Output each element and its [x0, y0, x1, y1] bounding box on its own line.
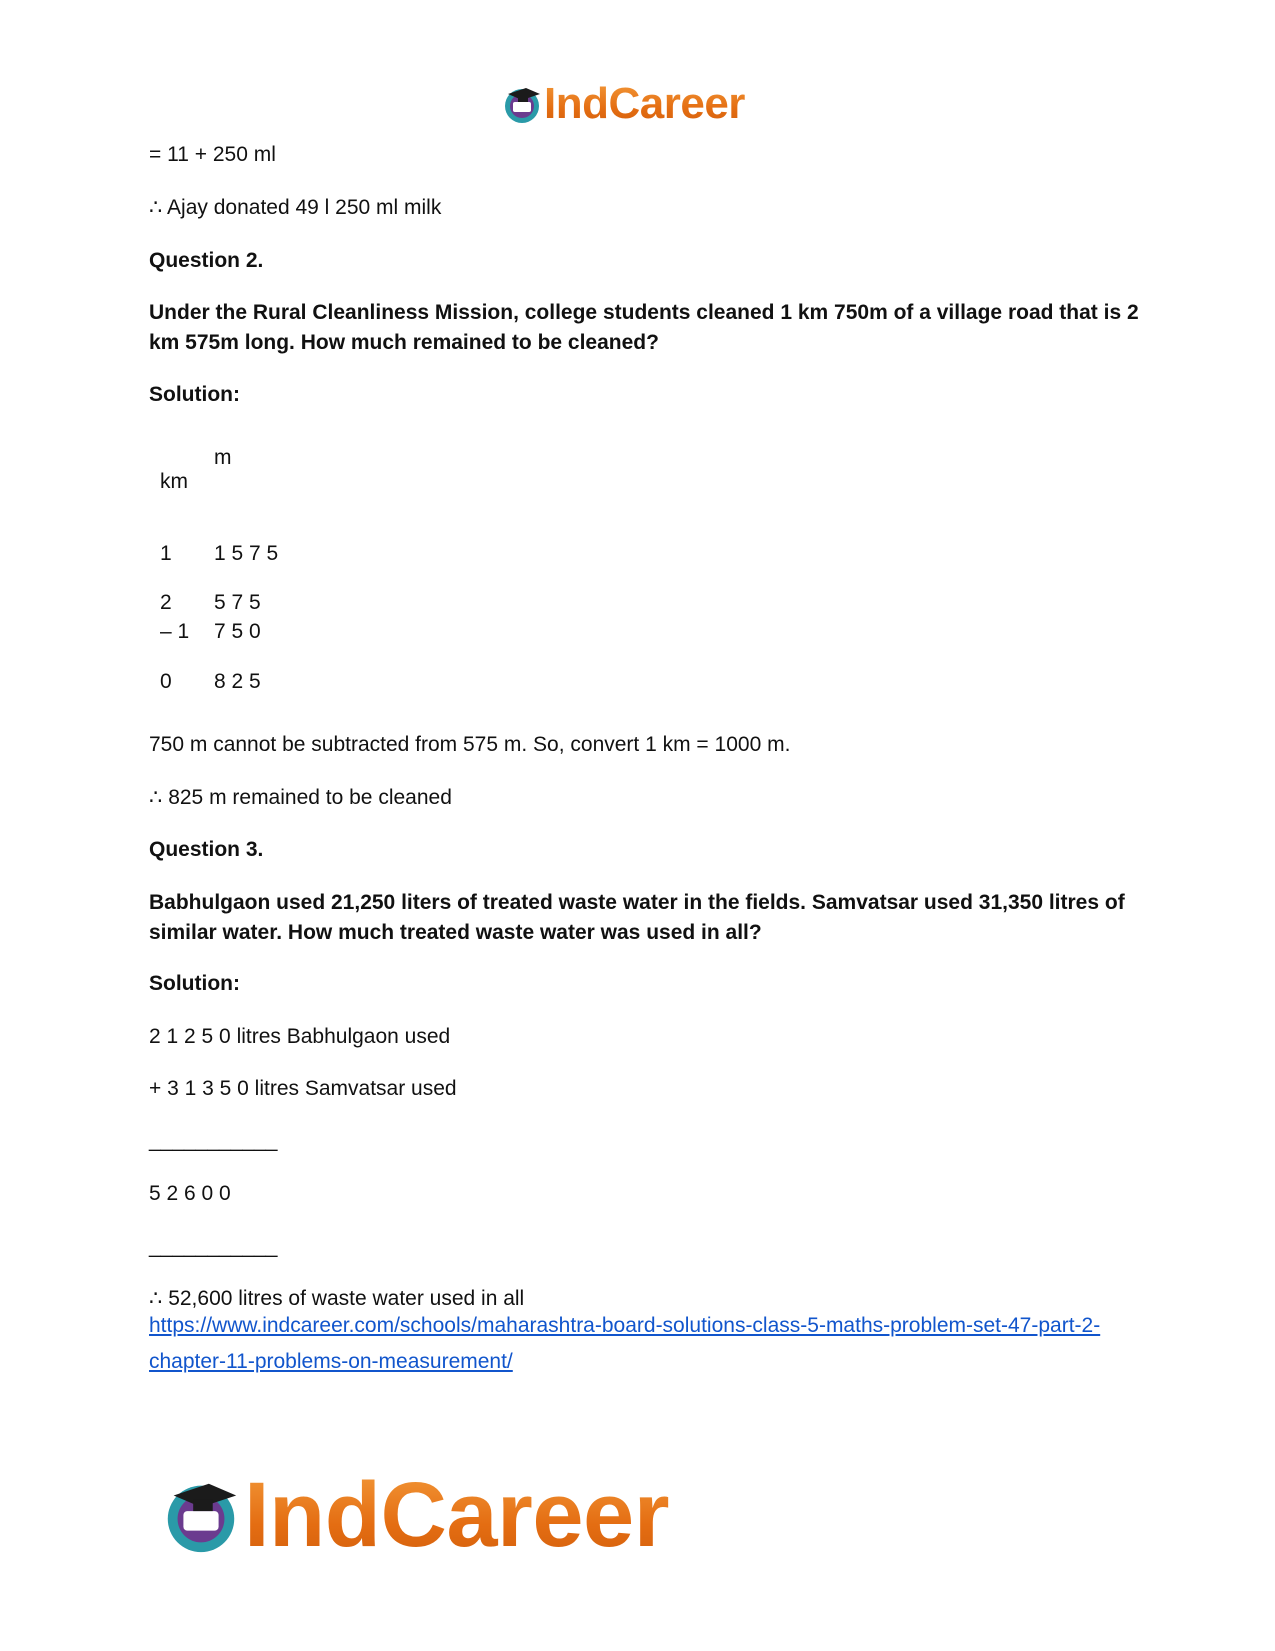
table-cell-m: 1 5 7 5: [214, 542, 279, 565]
solution-label: Solution:: [149, 972, 240, 995]
rule-line: ___________: [149, 1129, 278, 1152]
question-2-answer: ∴ 825 m remained to be cleaned: [149, 786, 452, 809]
equation-line: = 11 + 250 ml: [149, 143, 276, 166]
header-logo: [500, 80, 745, 128]
answer-line: ∴ Ajay donated 49 l 250 ml milk: [149, 196, 442, 219]
table-cell-m: 5 7 5: [214, 591, 261, 614]
footer-logo: [158, 1465, 669, 1565]
addend-line-2: + 3 1 3 5 0 litres Samvatsar used: [149, 1077, 457, 1100]
sum-line: 5 2 6 0 0: [149, 1182, 231, 1205]
addend-line-1: 2 1 2 5 0 litres Babhulgaon used: [149, 1025, 451, 1048]
table-cell-km: 2: [160, 591, 172, 614]
brand-logo-text: IndCareer: [544, 79, 745, 128]
rule-line: ___________: [149, 1235, 278, 1258]
header-m: m: [214, 446, 232, 469]
question-2-heading: Question 2.: [149, 249, 264, 272]
table-cell-km: 1: [160, 542, 172, 565]
graduation-cap-globe-icon: [158, 1472, 244, 1558]
header-km: km: [160, 470, 188, 493]
solution-label: Solution:: [149, 383, 240, 406]
question-3-text: Babhulgaon used 21,250 liters of treated waste water in the fields. Samvatsar used 31,350 litres of similar water. How much treated waste water was used in all?: [149, 891, 1125, 944]
table-cell-m: 7 5 0: [214, 620, 261, 643]
graduation-cap-globe-icon: [500, 82, 544, 126]
table-cell-km: – 1: [160, 620, 190, 643]
question-3-answer: ∴ 52,600 litres of waste water used in all: [149, 1287, 525, 1310]
question-2-text: Under the Rural Cleanliness Mission, college students cleaned 1 km 750m of a village road that is 2 km 575m long. How much remained to be cleaned?: [149, 301, 1139, 354]
brand-logo-text: IndCareer: [244, 1464, 669, 1566]
table-cell-m: 8 2 5: [214, 670, 261, 693]
source-link[interactable]: https://www.indcareer.com/schools/maharashtra-board-solutions-class-5-maths-problem-set-47-part-2-chapter-11-problems-on-measurement/: [149, 1314, 1101, 1373]
question-3-heading: Question 3.: [149, 838, 264, 861]
table-cell-km: 0: [160, 670, 172, 693]
explanation-note: 750 m cannot be subtracted from 575 m. So, convert 1 km = 1000 m.: [149, 733, 791, 756]
